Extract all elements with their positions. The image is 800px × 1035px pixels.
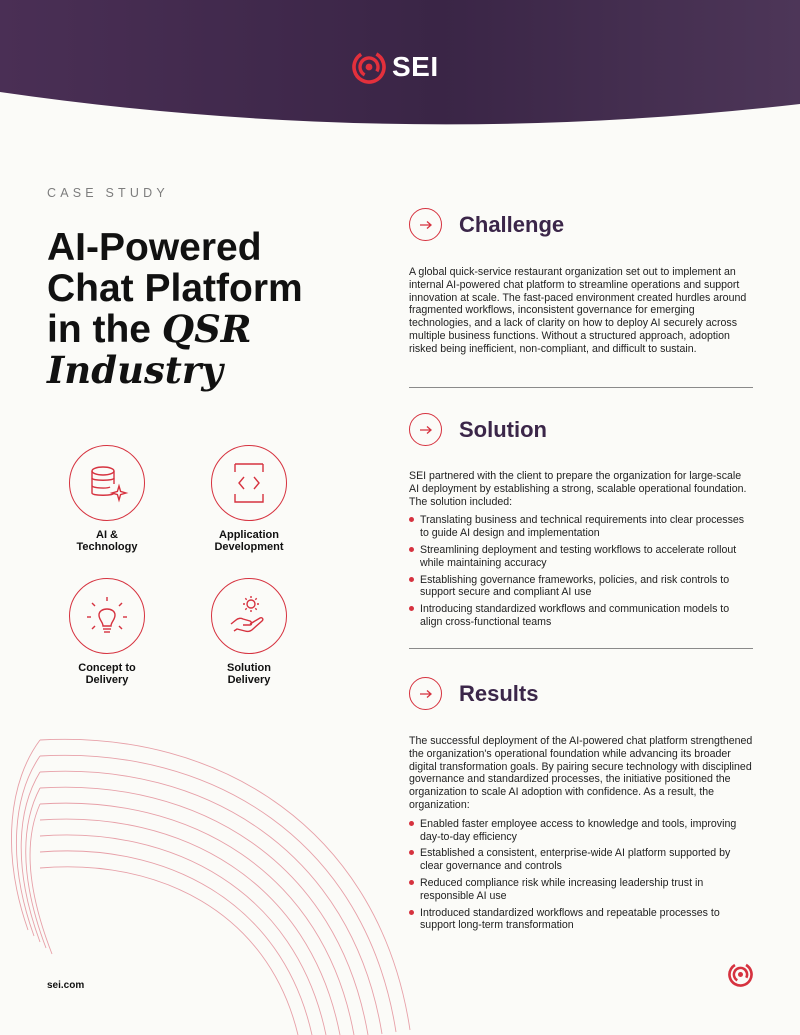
service-label-line-1: Application: [219, 529, 279, 541]
section-header: [409, 413, 753, 446]
service-label: [179, 529, 319, 553]
sei-corner-logo-icon: [728, 962, 753, 987]
service-label: [37, 529, 177, 553]
service-label-line-1: Concept to: [78, 662, 136, 674]
title-italic-industry: Industry: [47, 348, 223, 392]
database-sparkle-icon: [84, 460, 130, 506]
list-item: Reduced compliance risk while increasing leadership trust in responsible AI use: [409, 877, 753, 903]
section-header: [409, 208, 753, 241]
kicker-label: CASE STUDY: [47, 186, 169, 200]
service-label-line-2: Delivery: [85, 674, 129, 686]
service-label-line-1: Solution: [227, 662, 271, 674]
solution-body: SEI partnered with the client to prepare the organization for large-scale AI deployment by establishing a strong, scalable operational foundation. The solution included:: [409, 470, 747, 508]
section-title-results: Results: [459, 680, 539, 706]
service-circle: [69, 578, 145, 654]
title-line-1: AI-Powered: [47, 226, 262, 269]
list-item: Streamlining deployment and testing workflows to accelerate rollout while maintaining accuracy: [409, 544, 753, 570]
sei-logo[interactable]: [352, 50, 439, 84]
arrow-right-icon: [409, 208, 442, 241]
service-solution-delivery: [179, 578, 319, 686]
arrow-right-icon: [409, 677, 442, 710]
service-label-line-1: AI &: [96, 529, 118, 541]
section-solution: [409, 413, 753, 633]
list-item: Enabled faster employee access to knowledge and tools, improving day-to-day efficiency: [409, 818, 753, 844]
hand-gear-icon: [224, 591, 274, 641]
service-circle: [69, 445, 145, 521]
list-item: Translating business and technical requirements into clear processes to guide AI design and implementation: [409, 514, 753, 540]
challenge-body: A global quick-service restaurant organization set out to implement an internal AI-powered chat platform to streamline operations and support innovation at scale. The fast-paced environment created hurdles around fragmented workflows, inconsistent governance for emerging technologies, and a lack of clarity on how to deploy AI securely across multiple business functions. Without a structured approach, adoption risked being inefficient, non-compliant, and difficult to sustain.: [409, 266, 747, 355]
title-line-4: [47, 350, 377, 391]
service-label: [179, 662, 319, 686]
list-item: Introduced standardized workflows and repeatable processes to support long-term transformation: [409, 907, 753, 933]
service-label: [37, 662, 177, 686]
sei-swirl-icon: [352, 50, 386, 84]
section-results: [409, 677, 753, 936]
title-line-3: [47, 309, 377, 350]
service-ai-technology: [37, 445, 177, 553]
title-line-3-prefix: in the: [47, 308, 162, 351]
title-line-2: Chat Platform: [47, 267, 303, 310]
solution-bullet-list: [409, 514, 753, 628]
service-application-development: [179, 445, 319, 553]
title-italic-qsr: QSR: [161, 307, 252, 351]
list-item: Introducing standardized workflows and communication models to align cross-functional teams: [409, 603, 753, 629]
results-body: The successful deployment of the AI-powered chat platform strengthened the organization's operational foundation while advancing its broader digital transformation goals. By pairing secure technology with disciplined governance and standardized processes, the initiative positioned the organization to scale AI adoption with confidence. As a result, the organization:: [409, 735, 753, 811]
section-title-solution: Solution: [459, 416, 547, 442]
arrow-right-icon: [409, 413, 442, 446]
list-item: Establishing governance frameworks, policies, and risk controls to support secure and compliant AI use: [409, 574, 753, 600]
service-label-line-2: Delivery: [227, 674, 271, 686]
lightbulb-icon: [82, 591, 132, 641]
section-divider: [409, 387, 753, 388]
service-concept-to-delivery: [37, 578, 177, 686]
code-brackets-icon: [229, 460, 269, 506]
footer-site-link[interactable]: sei.com: [47, 980, 85, 991]
service-circle: [211, 445, 287, 521]
logo-wordmark: SEI: [392, 51, 439, 82]
page-title: [47, 227, 377, 391]
section-challenge: [409, 208, 753, 356]
section-header: [409, 677, 753, 710]
results-bullet-list: [409, 818, 753, 932]
list-item: Established a consistent, enterprise-wide AI platform supported by clear governance and controls: [409, 847, 753, 873]
service-label-line-2: Development: [214, 541, 284, 553]
section-divider: [409, 648, 753, 649]
service-circle: [211, 578, 287, 654]
service-label-line-2: Technology: [76, 541, 138, 553]
section-title-challenge: Challenge: [459, 211, 565, 237]
